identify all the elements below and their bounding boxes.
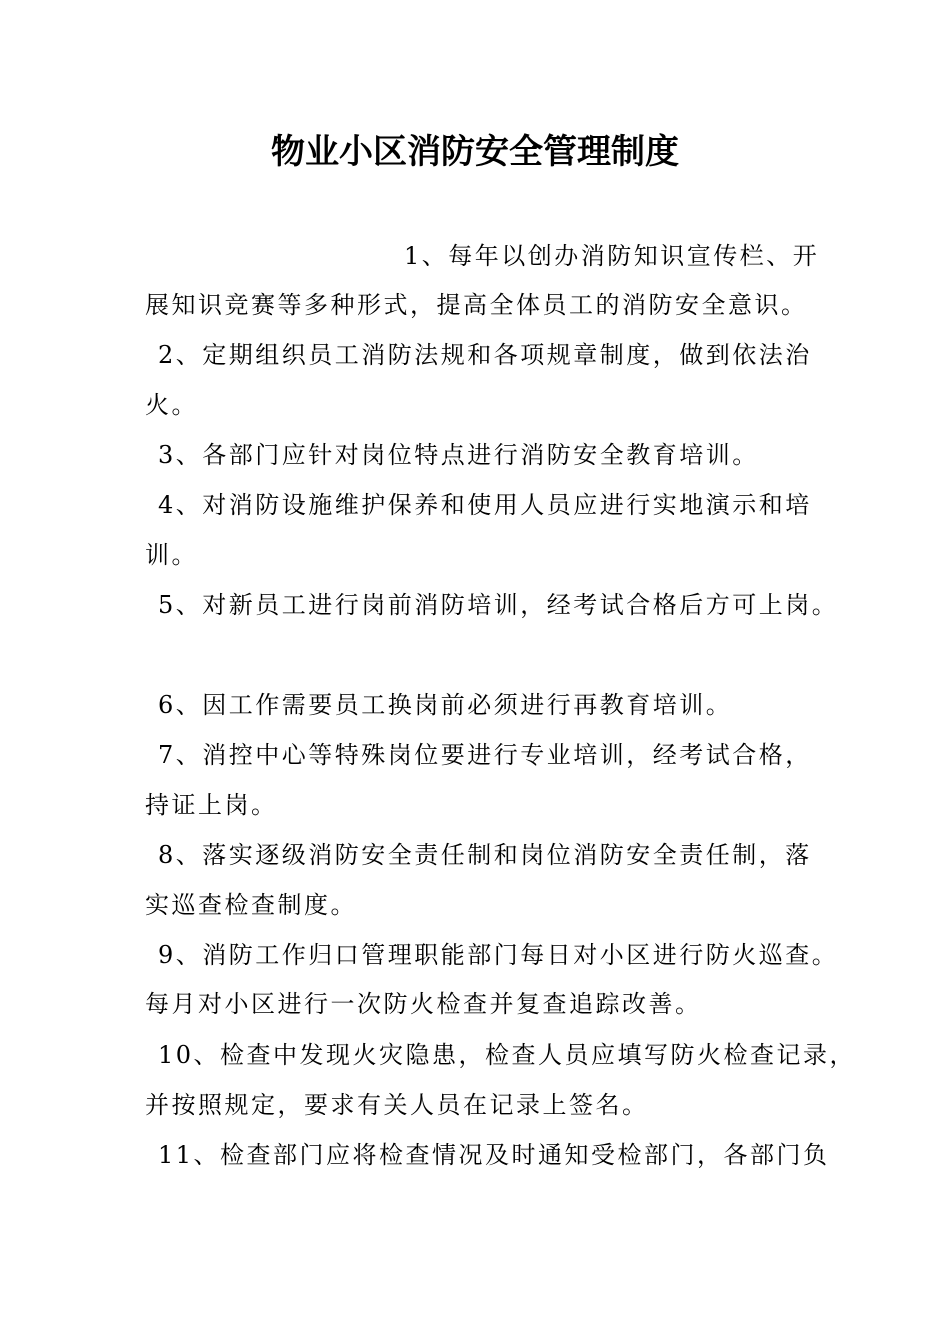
paragraph-line: 5、对新员工进行岗前消防培训，经考试合格后方可上岗。 — [158, 591, 839, 619]
document-title: 物业小区消防安全管理制度 — [271, 132, 679, 172]
paragraph-line: 7、消控中心等特殊岗位要进行专业培训，经考试合格， — [158, 741, 812, 769]
paragraph-line: 训。 — [145, 541, 198, 569]
paragraph-line: 持证上岗。 — [145, 791, 278, 819]
paragraph-line: 9、消防工作归口管理职能部门每日对小区进行防火巡查。 — [158, 941, 839, 969]
paragraph-line: 1、每年以创办消防知识宣传栏、开 — [404, 242, 820, 270]
paragraph-line: 实巡查检查制度。 — [145, 891, 357, 919]
paragraph-line: 2、定期组织员工消防法规和各项规章制度，做到依法治 — [158, 341, 812, 369]
paragraph-line: 10、检查中发现火灾隐患，检查人员应填写防火检查记录， — [158, 1041, 857, 1069]
paragraph-line: 11、检查部门应将检查情况及时通知受检部门，各部门负 — [158, 1141, 830, 1169]
paragraph-line: 6、因工作需要员工换岗前必须进行再教育培训。 — [158, 691, 733, 719]
paragraph-line: 3、各部门应针对岗位特点进行消防安全教育培训。 — [158, 441, 759, 469]
paragraph-line: 展知识竞赛等多种形式，提高全体员工的消防安全意识。 — [145, 291, 808, 319]
paragraph-line: 火。 — [145, 391, 198, 419]
paragraph-line: 每月对小区进行一次防火检查并复查追踪改善。 — [145, 990, 702, 1018]
paragraph-line: 4、对消防设施维护保养和使用人员应进行实地演示和培 — [158, 491, 812, 519]
paragraph-line: 并按照规定，要求有关人员在记录上签名。 — [145, 1091, 649, 1119]
paragraph-line: 8、落实逐级消防安全责任制和岗位消防安全责任制，落 — [158, 841, 812, 869]
